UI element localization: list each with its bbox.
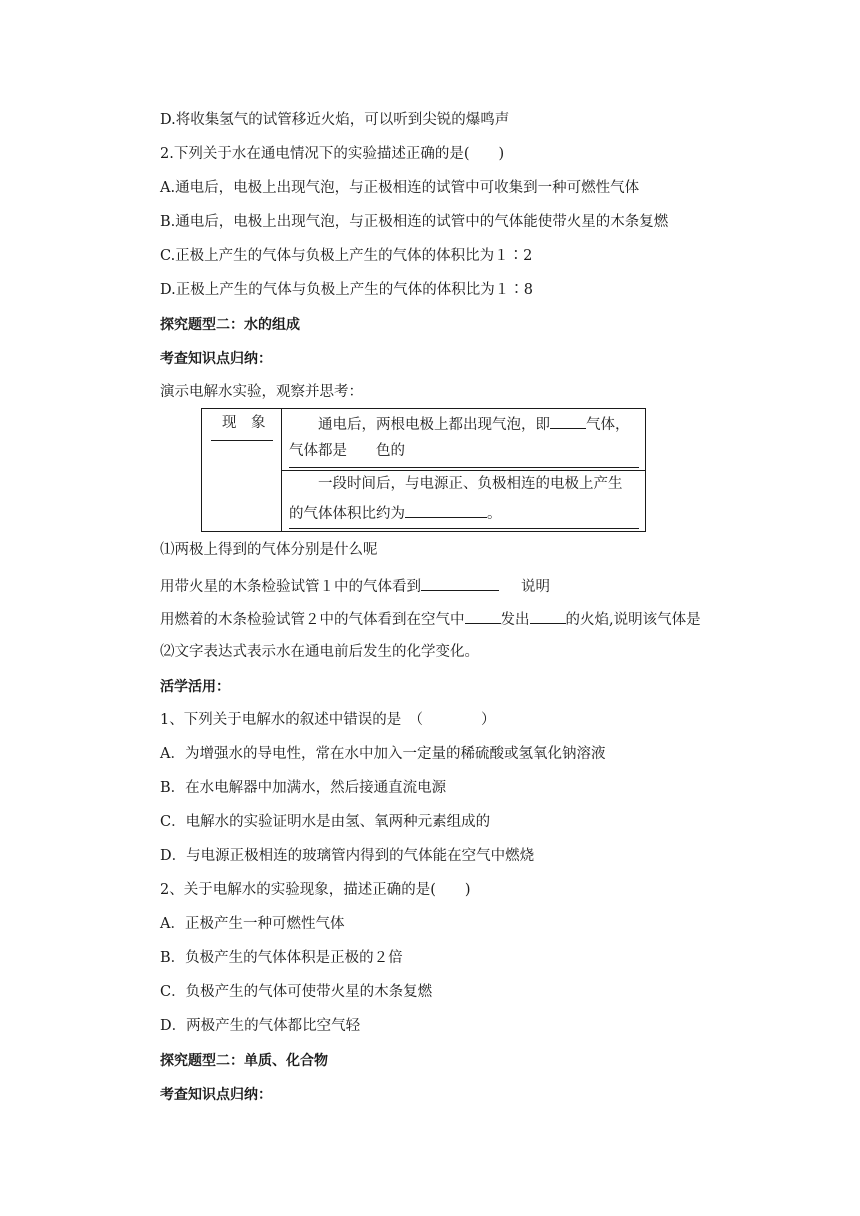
row1-text-a: 通电后，两根电极上都出现气泡，即 <box>318 417 550 433</box>
blank-tube1-observation[interactable] <box>421 575 499 591</box>
row2-text-c: 。 <box>487 506 502 522</box>
word-equation-question: ⑵文字表达式表示水在通电前后发生的化学变化。 <box>160 644 479 660</box>
option-d-line: D.将收集氢气的试管移近火焰，可以听到尖锐的爆鸣声 <box>160 112 510 128</box>
practice-heading: 活学活用： <box>160 679 230 695</box>
exercise-1-option-a: A．为增强水的导电性，常在水中加入一定量的稀硫酸或氢氧化钠溶液 <box>160 746 606 762</box>
row2-text-b: 的气体体积比约为 <box>289 506 405 522</box>
table-header-phenomenon: 现 象 <box>222 415 266 431</box>
test-tube-2-conclusion: 的火焰,说明该气体是 <box>565 612 701 628</box>
exercise-1-option-c: C．电解水的实验证明水是由氢、氧两种元素组成的 <box>160 814 491 830</box>
section-heading-water-composition: 探究题型二：水的组成 <box>160 317 300 333</box>
option-d2-line: D.正极上产生的气体与负极上产生的气体的体积比为１∶8 <box>160 282 533 298</box>
exercise-1-option-d: D．与电源正极相连的玻璃管内得到的气体能在空气中燃烧 <box>160 848 535 864</box>
table-row2-line1: 一段时间后，与电源正、负极相连的电极上产生 <box>318 476 623 492</box>
row1-underline <box>289 467 639 468</box>
table-row1-line1 <box>318 413 630 435</box>
knowledge-summary-heading-2: 考查知识点归纳： <box>160 1087 272 1103</box>
test-tube-2-text: 用燃着的木条检验试管２中的气体看到在空气中 <box>160 612 465 628</box>
exercise-2-option-a: A．正极产生一种可燃性气体 <box>160 916 345 932</box>
option-b-line: B.通电后，电极上出现气泡，与正极相连的试管中的气体能使带火星的木条复燃 <box>160 214 669 230</box>
table-row-divider <box>282 470 645 471</box>
blank-volume-ratio[interactable] <box>405 502 487 518</box>
table-row2-line2 <box>289 502 502 524</box>
row1-text-b: 气体， <box>586 417 630 433</box>
exercise-1: 1、下列关于电解水的叙述中错误的是 （ ） <box>160 712 496 728</box>
header-underline <box>211 440 273 441</box>
exercise-1-option-b: B．在水电解器中加满水，然后接通直流电源 <box>160 780 447 796</box>
test-tube-1-text: 用带火星的木条检验试管１中的气体看到 <box>160 579 421 595</box>
exercise-2: 2、关于电解水的实验现象，描述正确的是( ) <box>160 882 471 898</box>
section-heading-elements-compounds: 探究题型二：单质、化合物 <box>160 1053 328 1069</box>
test-tube-1-line <box>160 575 550 597</box>
blank-flame-color[interactable] <box>530 608 566 624</box>
observation-table <box>201 408 646 532</box>
test-tube-2-line <box>160 608 701 630</box>
question-gases: ⑴两极上得到的气体分别是什么呢 <box>160 542 378 558</box>
blank-gas-phenomenon[interactable] <box>550 413 586 429</box>
table-row1-line2: 气体都是 色的 <box>289 443 405 459</box>
test-tube-2-emit: 发出 <box>500 612 530 628</box>
option-c-line: C.正极上产生的气体与负极上产生的气体的体积比为１∶2 <box>160 248 533 264</box>
exercise-2-option-c: C．负极产生的气体可使带火星的木条复燃 <box>160 984 433 1000</box>
knowledge-summary-heading: 考查知识点归纳： <box>160 351 272 367</box>
exercise-2-option-b: B．负极产生的气体体积是正极的２倍 <box>160 950 403 966</box>
test-tube-1-explain: 说明 <box>521 579 550 595</box>
blank-tube2-observation[interactable] <box>465 608 501 624</box>
question-2: 2.下列关于水在通电情况下的实验描述正确的是( ) <box>160 146 505 162</box>
experiment-intro: 演示电解水实验，观察并思考： <box>160 384 363 400</box>
row2-underline <box>289 528 639 529</box>
exercise-2-option-d: D．两极产生的气体都比空气轻 <box>160 1018 361 1034</box>
option-a-line: A.通电后，电极上出现气泡，与正极相连的试管中可收集到一种可燃性气体 <box>160 180 640 196</box>
